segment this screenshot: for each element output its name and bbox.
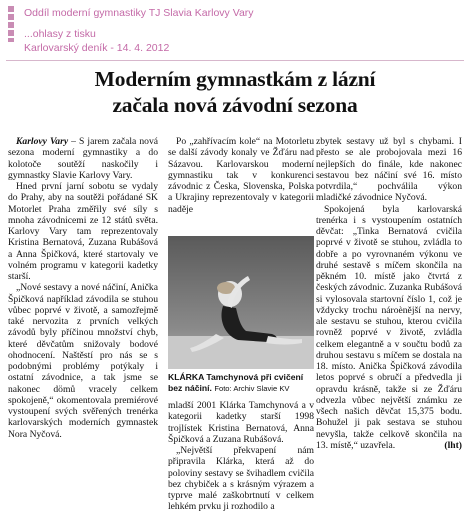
club-logo-icon [8,6,16,42]
organization-name: Oddíl moderní gymnastiky TJ Slavia Karlovy Vary [24,7,254,19]
caption-text: KLÁRKA Tamchynová při cvičení bez náčiní. [168,372,304,393]
source-line: Karlovarský deník - 14. 4. 2012 [24,42,170,54]
press-label: ...ohlasy z tisku [24,28,96,40]
headline-line-1: Moderním gymnastkám z lázní [94,67,376,91]
paragraph: zbytek sestavy už byl s chybami. I přesto se ale probojovala mezi 16 nejlepších do finále, kde nakonec sestavou bez náčiní své 16. místo potvrdila,“ pochválila výkon mladičké závodnice Nyčová. [316,136,462,204]
photo-caption [168,372,314,394]
paragraph: „Nové sestavy a nové náčiní, Anička Špičková například závodila se stuhou vůbec poprvé v životě, a samozřejmě také nervozita z prvních velkých závodů byly příčinou množství chyb, které děvčatům snižovaly bodové ohodnocení. Naštěstí pro nás se s podobnými problémy potýkaly i ostatní závodnice, a tak jsme se nakonec dömů vracely celkem spokojeně,“ okomentovala premiérové vystoupení svých svěřených trenérka karlovarských moderních gymnastek Nora Nyčová. [8,282,158,440]
paragraph-lead [8,136,158,181]
paragraph: Po „zahřívacím kole“ na Motorletu se další závody konaly ve Žďáru nad Sázavou. Karlovarskou moderní gymnastiku tak v konkurenci závodnic z Česka, Slovenska, Polska a Ukrajiny reprezentovaly v kategorii naděje [168,136,314,215]
gymnast-photo [168,236,314,369]
paragraph [316,204,462,452]
clipping-header [0,0,469,64]
author-signature: (lht) [444,439,462,451]
gymnast-photo-image [168,236,314,369]
article-column-1 [8,136,158,440]
headline-line-2: začala nová závodní sezona [112,93,358,117]
paragraph-text: – S jarem začala nová sezona moderní gymnastiky a do kolotoče soutěží naskočily i gymnastky Slavie Karlovy Vary. [8,136,158,181]
photo-credit: Foto: Archiv Slavie KV [214,384,290,393]
article-column-2-top [168,136,314,215]
paragraph: mladší 2001 Klárka Tamchynová a v kategorii kadetky starší 1998 trojlístek Kristina Bernatová, Anna Špičková a Zuzana Rubášová. [168,400,314,445]
paragraph: Hned první jarní sobotu se vydaly do Prahy, aby na soutěži pořádané SK Motorlet Praha změřily své síly s mnoha závodnicemi ze 12 států světa. Karlovy Vary tam reprezentovaly Kristina Bernatová, Zuzana Rubášová a Anna Špičková, které startovaly ve volném programu v kategorii kadetky starší. [8,181,158,282]
dateline: Karlovy Vary [16,136,69,147]
paragraph: „Největší překvapení nám připravila Klárka, která až do poloviny sestavy se švihadlem cvičila bez chybiček a s krásným výrazem a typrve malé zaškobrtnutí v celkem lehkém prvku ji rozhodilo a [168,445,314,513]
paragraph-text: Spokojená byla karlovarská trenérka i s vystoupením ostatních děvčat: „Tinka Bernatová cvičila poprvé v životě se stuhou, zvládla to dobře a po vyrovnaném výkonu ve druhé sestavě s míčem skončila na pěkném 10. místě jako čtvrtá z českých závodnic. Zuzanka Rubášová si vylosovala startovní číslo 1, což je vždycky trochu nároènější na nervy, ale sestavu se stuhou, kterou cvičila rovněž poprvé v životě, zvládla celkem elegantně a v součtu bodů za druhou sestavu s míčem se dostala na 18. místo. Anička Špičková závodila letos poprvé s obručí a předvedla ji opravdu krásně, takže si ze Žďáru odvezla vůbec největší známku ze všech našich děvčat 15,375 bodu. Bohužel ji pak sestava se stuhou nevyšla, takže celkově skončila na 13. místě,“ uzavřela. [316,203,462,451]
header-divider [6,60,464,61]
article-headline [14,66,456,118]
article-column-2-bottom [168,400,314,513]
article-column-3 [316,136,462,451]
